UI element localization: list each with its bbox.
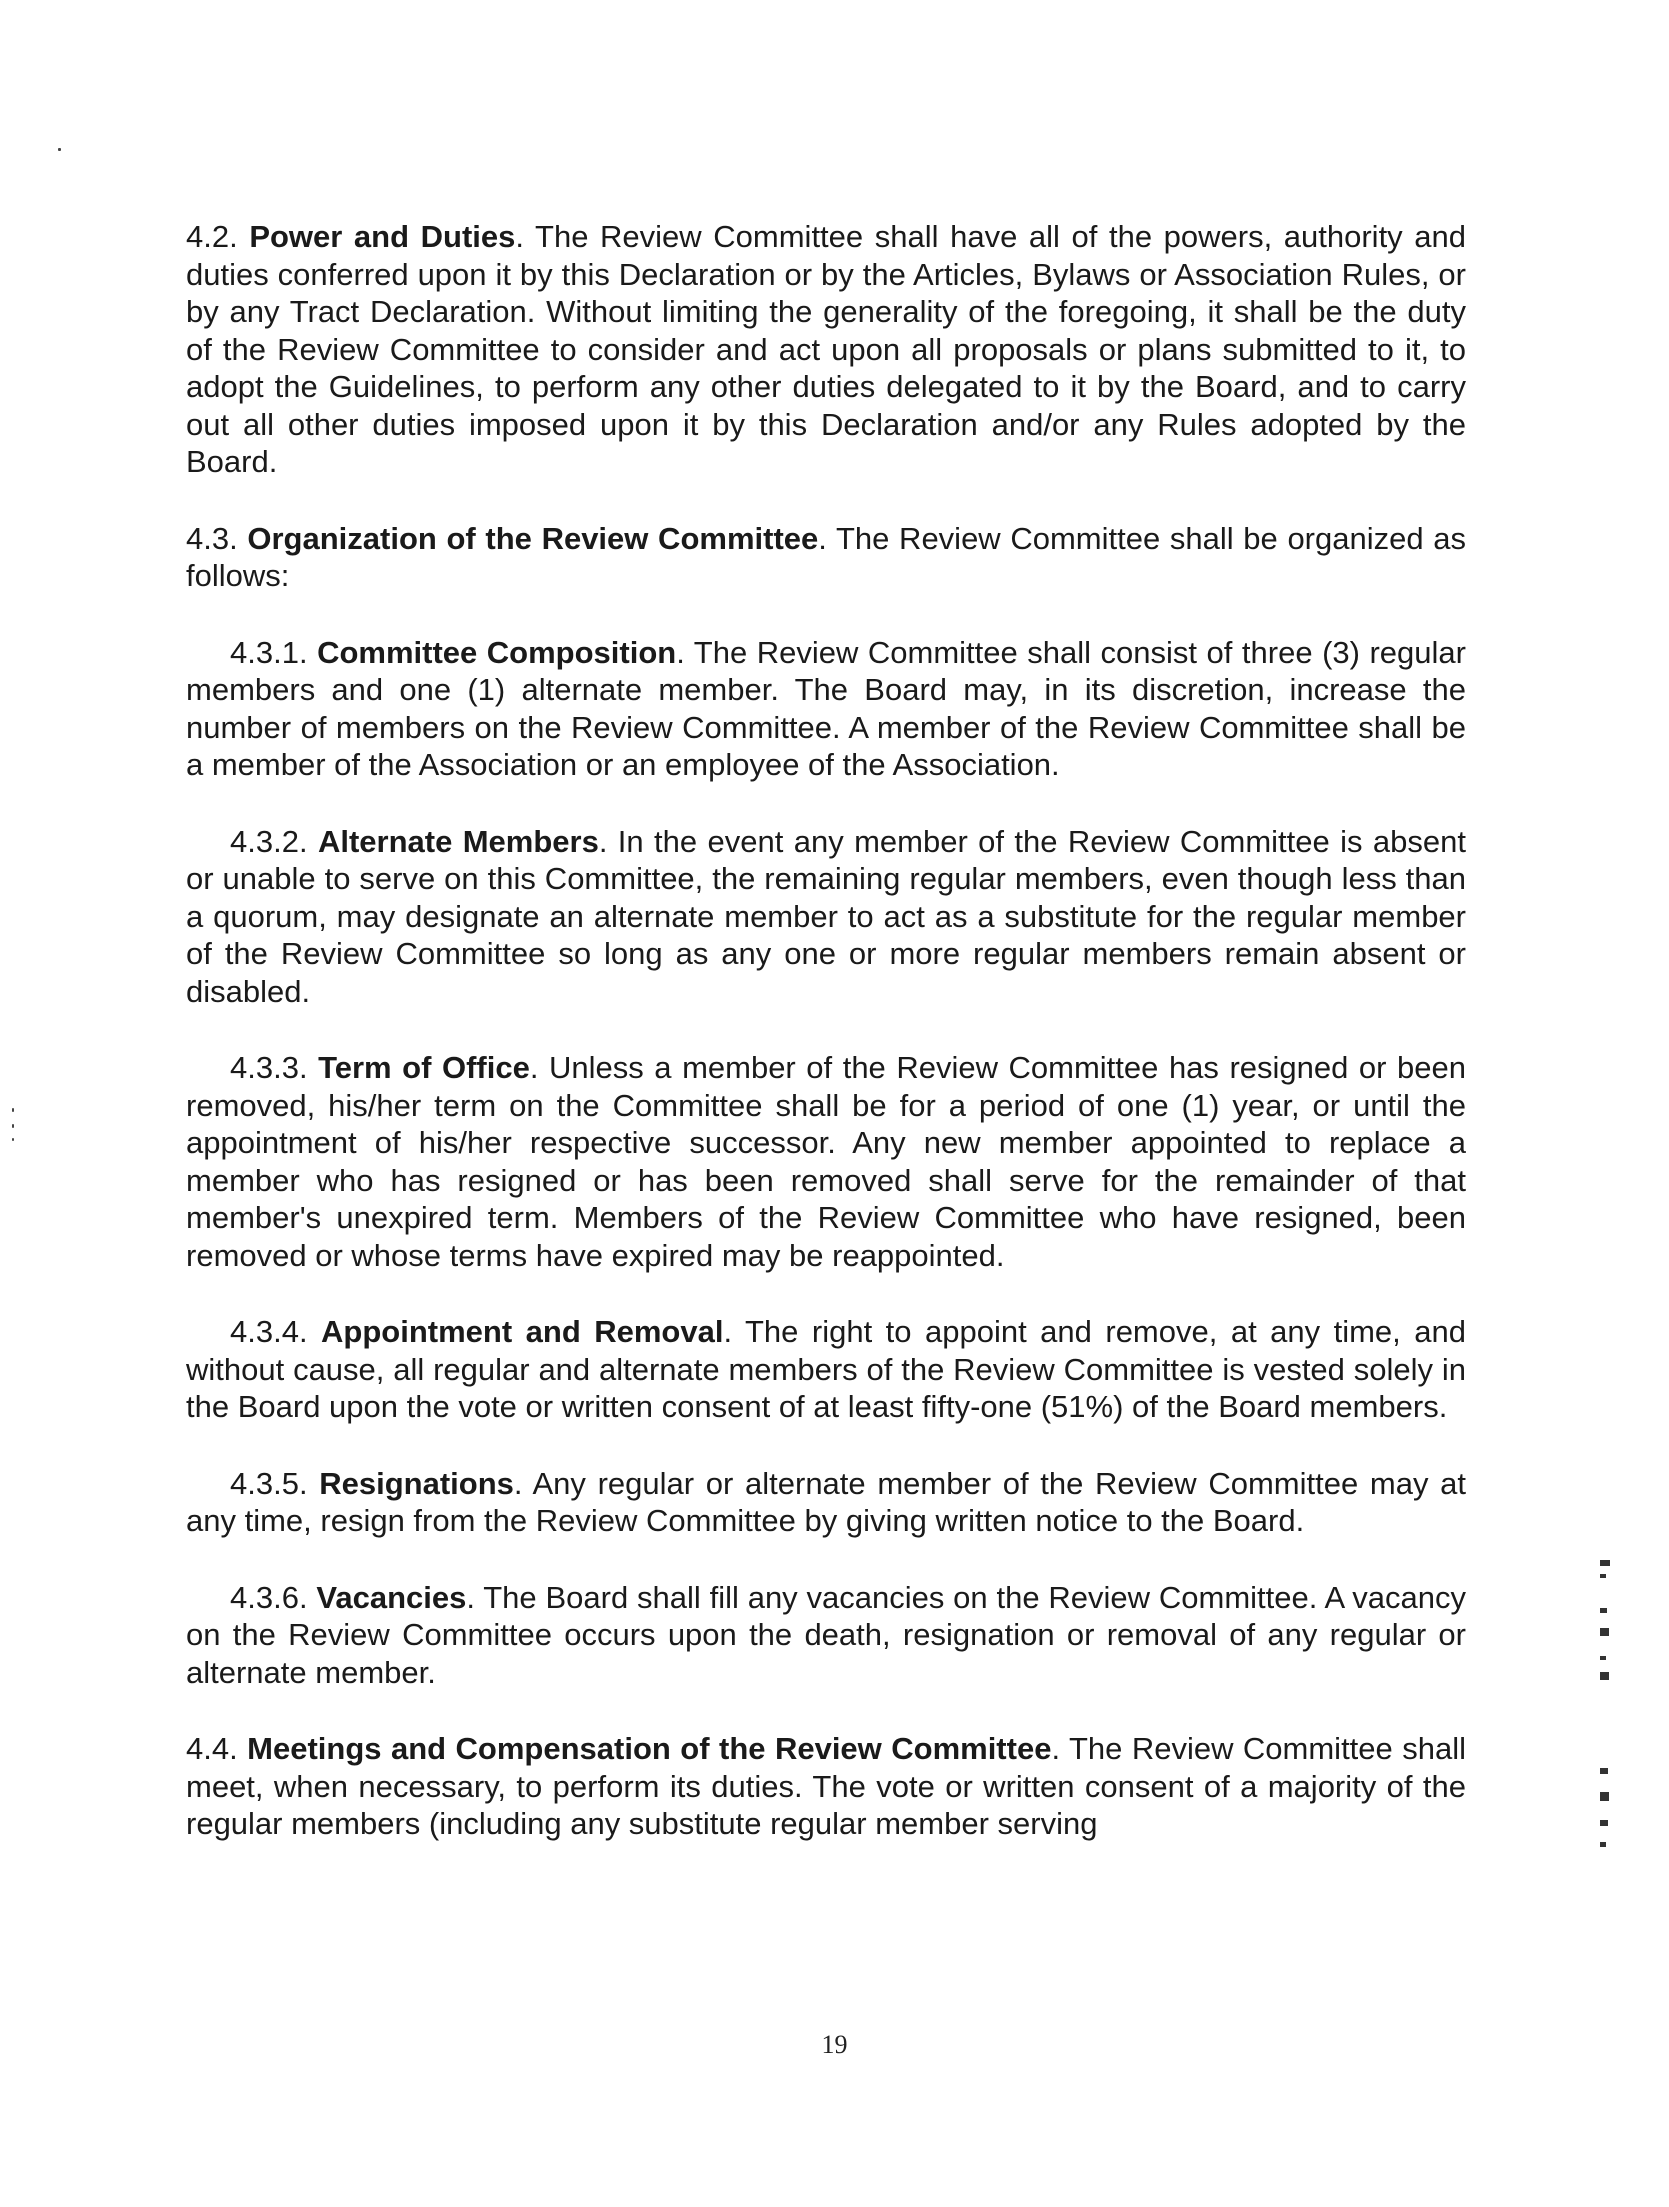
- scan-speck: [58, 148, 61, 151]
- section-4-3-5: [186, 1465, 1466, 1540]
- section-text: . The Review Committee shall be organized as follows:: [186, 520, 1466, 593]
- margin-scan-marks: [1596, 1560, 1620, 1900]
- section-heading: Term of Office: [318, 1050, 530, 1085]
- section-heading: Vacancies: [316, 1579, 467, 1615]
- section-4-3-3: [186, 1049, 1466, 1274]
- section-text: . Unless a member of the Review Committee has resigned or been removed, his/her term on the Committee shall be for a period of one (1) year, or until the appointment of his/her respective successor. Any new member appointed to replace a member who has resigned or has been removed shall serve for the remainder of that member's unexpired term. Members of the Review Committee who have resigned, been removed or whose terms have expired may be reappointed.: [186, 1050, 1466, 1273]
- section-text: . In the event any member of the Review Committee is absent or unable to serve on this Committee, the remaining regular members, even though less than a quorum, may designate an alternate member to act as a substitute for the regular member of the Review Committee so long as any one or more regular members remain absent or disabled.: [186, 823, 1466, 1009]
- scan-speck: [12, 1108, 14, 1112]
- section-number: 4.4.: [186, 1731, 248, 1766]
- document-body: [186, 218, 1466, 1882]
- section-number: 4.3.5.: [230, 1465, 320, 1501]
- section-heading: Power and Duties: [249, 219, 516, 254]
- section-heading: Meetings and Compensation of the Review Committee: [247, 1731, 1052, 1766]
- section-4-4: [186, 1730, 1466, 1843]
- section-heading: Committee Composition: [317, 634, 677, 670]
- section-number: 4.3.3.: [230, 1050, 319, 1085]
- section-heading: Alternate Members: [317, 823, 599, 859]
- section-number: 4.3.4.: [230, 1314, 322, 1349]
- section-number: 4.3.2.: [230, 823, 318, 859]
- scan-speck: [12, 1124, 14, 1128]
- section-heading: Appointment and Removal: [321, 1314, 724, 1349]
- section-number: 4.3.: [186, 520, 248, 556]
- section-number: 4.3.1.: [230, 634, 318, 670]
- section-number: 4.2.: [186, 219, 250, 254]
- section-text: . The right to appoint and remove, at any time, and without cause, all regular and alternate members of the Review Committee is vested solely in the Board upon the vote or written consent of at least fifty-one (51%) of the Board members.: [186, 1314, 1466, 1424]
- section-text: . Any regular or alternate member of the Review Committee may at any time, resign from the Review Committee by giving written notice to the Board.: [186, 1465, 1466, 1538]
- section-number: 4.3.6.: [230, 1579, 317, 1615]
- section-4-3-1: [186, 634, 1466, 784]
- section-4-2: [186, 218, 1466, 481]
- section-heading: Resignations: [319, 1465, 514, 1501]
- section-4-3: [186, 520, 1466, 595]
- section-text: . The Review Committee shall have all of the powers, authority and duties conferred upon it by this Declaration or by the Articles, Bylaws or Association Rules, or by any Tract Declaration. Without limiting the generality of the foregoing, it shall be the duty of the Review Committee to consider and act upon all proposals or plans submitted to it, to adopt the Guidelines, to perform any other duties delegated to it by the Board, and to carry out all other duties imposed upon it by this Declaration and/or any Rules adopted by the Board.: [186, 219, 1466, 479]
- section-text: . The Review Committee shall consist of three (3) regular members and one (1) alternate member. The Board may, in its discretion, increase the number of members on the Review Committee. A member of the Review Committee shall be a member of the Association or an employee of the Association.: [186, 634, 1466, 782]
- page-number: 19: [821, 2030, 848, 2059]
- section-text: . The Review Committee shall meet, when necessary, to perform its duties. The vote or written consent of a majority of the regular members (including any substitute regular member serving: [186, 1731, 1466, 1841]
- section-4-3-6: [186, 1579, 1466, 1692]
- section-text: . The Board shall fill any vacancies on the Review Committee. A vacancy on the Review Committee occurs upon the death, resignation or removal of any regular or alternate member.: [186, 1579, 1466, 1690]
- section-4-3-2: [186, 823, 1466, 1011]
- scan-speck: [12, 1138, 14, 1141]
- section-heading: Organization of the Review Committee: [247, 520, 819, 556]
- section-4-3-4: [186, 1313, 1466, 1426]
